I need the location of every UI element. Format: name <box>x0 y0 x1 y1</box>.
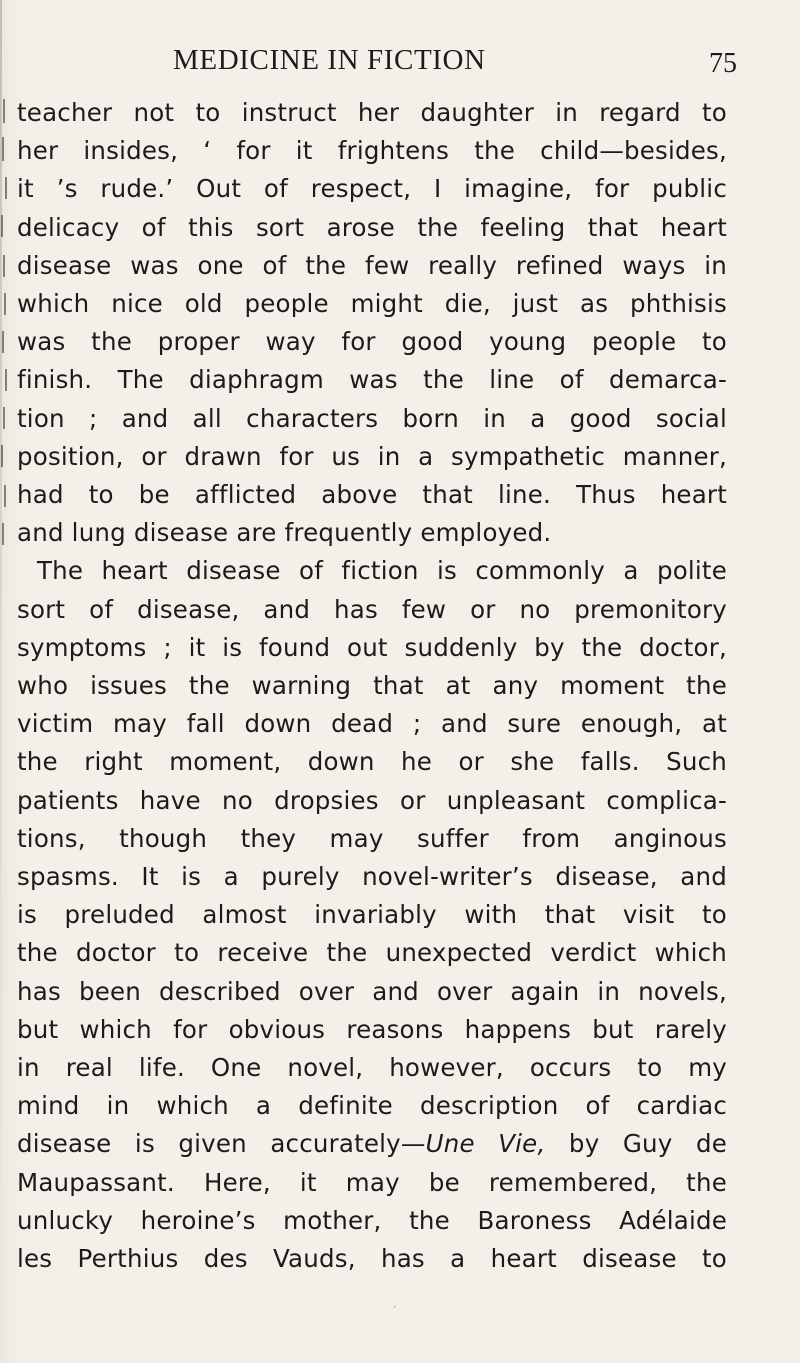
running-head-title: MEDICINE IN FICTION <box>173 44 486 76</box>
text-line: position, or drawn for us in a sympathetic manner, <box>17 441 727 471</box>
print-speck: ‘ <box>393 1305 397 1316</box>
text-line: sort of disease, and has few or no premonitory <box>17 594 727 624</box>
text-line: patients have no dropsies or unpleasant complica- <box>17 785 727 815</box>
text-line: has been described over and over again in novels, <box>17 976 727 1006</box>
book-title: Une Vie, <box>425 1129 546 1159</box>
text-line: spasms. It is a purely novel-writer’s disease, and <box>17 862 727 892</box>
page-number: 75 <box>709 48 737 79</box>
body-text <box>17 94 727 1278</box>
text-line: in real life. One novel, however, occurs to my <box>17 1053 727 1083</box>
text-line: the right moment, down he or she falls. Such <box>17 747 727 777</box>
text-line: disease was one of the few really refined ways in <box>17 250 727 280</box>
text-line: tions, though they may suffer from anginous <box>17 823 727 853</box>
text-line: delicacy of this sort arose the feeling that heart <box>17 212 727 242</box>
paragraph-start-line: The heart disease of fiction is commonly a polite <box>37 556 727 586</box>
text-line: her insides, ‘ for it frightens the child—besides, <box>17 136 727 166</box>
text-line: who issues the warning that at any moment the <box>17 671 727 701</box>
text-line: finish. The diaphragm was the line of demarca- <box>17 365 727 395</box>
text-line: tion ; and all characters born in a good social <box>17 403 727 433</box>
text-line: les Perthius des Vauds, has a heart disease to <box>17 1244 727 1274</box>
text-fragment: disease is given accurately— <box>17 1129 426 1159</box>
text-line: teacher not to instruct her daughter in regard to <box>17 98 727 127</box>
text-line: victim may fall down dead ; and sure enough, at <box>17 709 727 739</box>
text-line: was the proper way for good young people to <box>17 327 727 357</box>
text-line-with-title <box>17 1125 727 1163</box>
text-line: symptoms ; it is found out suddenly by the doctor, <box>17 632 727 662</box>
text-line: mind in which a definite description of cardiac <box>17 1091 727 1121</box>
text-line: it ’s rude.’ Out of respect, I imagine, for public <box>17 174 727 204</box>
text-line: the doctor to receive the unexpected verdict which <box>17 938 727 968</box>
paragraph-end-line: and lung disease are frequently employed. <box>17 518 552 548</box>
text-line: had to be afflicted above that line. Thus heart <box>17 480 727 510</box>
text-fragment: by Guy de <box>545 1129 727 1159</box>
text-line: but which for obvious reasons happens but rarely <box>17 1014 727 1044</box>
gutter-shadow-marks <box>0 95 18 655</box>
text-line: Maupassant. Here, it may be remembered, the <box>17 1167 727 1197</box>
text-line: is preluded almost invariably with that visit to <box>17 900 727 930</box>
text-line: which nice old people might die, just as phthisis <box>17 289 727 319</box>
text-line: unlucky heroine’s mother, the Baroness Adélaide <box>17 1205 727 1235</box>
